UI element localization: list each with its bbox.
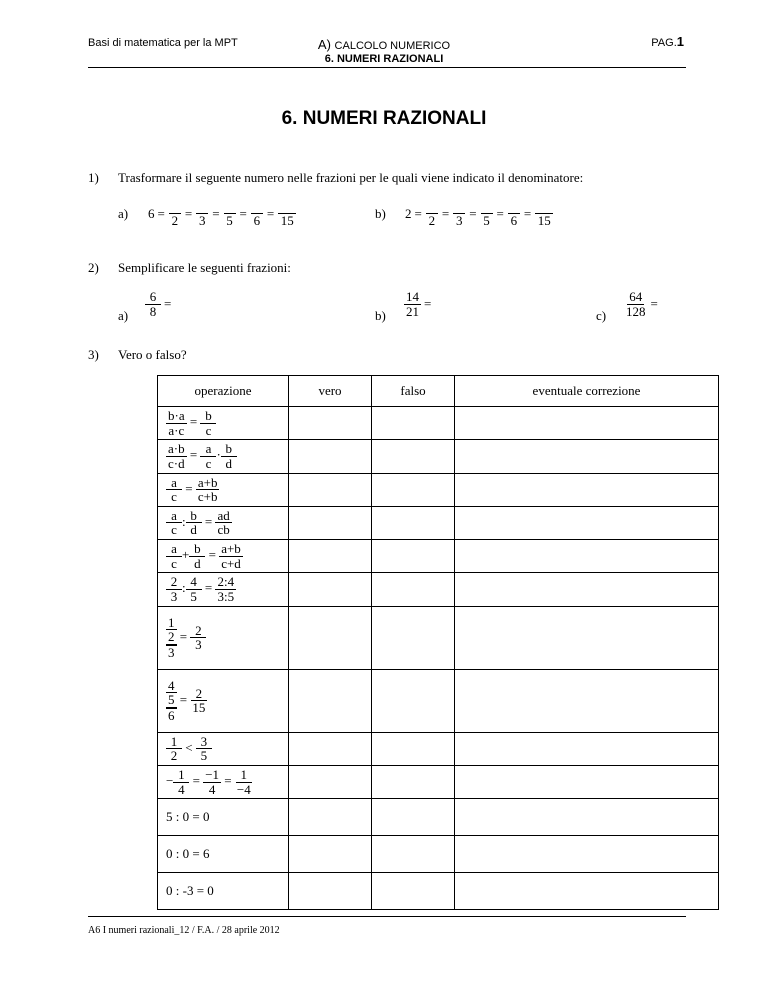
operation-cell: − $\frac{1}{4}$ = $\frac{-1}{4}$ = $\frac{1}{-4}$ — [158, 765, 289, 798]
correction-cell[interactable] — [455, 506, 719, 539]
correction-cell[interactable] — [455, 873, 719, 910]
exercise-2c-label: c) — [596, 308, 607, 323]
vero-cell[interactable] — [289, 407, 372, 440]
fraction-blank: 15 — [278, 200, 296, 228]
table-row — [158, 873, 719, 910]
table-row — [158, 606, 719, 669]
vero-cell[interactable] — [289, 440, 372, 473]
table-row — [158, 765, 719, 798]
operation-cell: 0 : 0 = 6 — [158, 836, 289, 873]
operation-cell: $\frac{b\cdot a}{a\cdot c}$ = $\frac{b}{c}$ — [158, 407, 289, 440]
header-chapter-name: CALCOLO NUMERICO — [334, 40, 451, 52]
operation-cell: 5 : 0 = 0 — [158, 799, 289, 836]
falso-cell[interactable] — [372, 407, 455, 440]
page-title: 6. NUMERI RAZIONALI — [281, 108, 487, 129]
exercise-2b-label: b) — [375, 308, 386, 323]
correction-cell[interactable] — [455, 799, 719, 836]
table-row — [158, 836, 719, 873]
vero-cell[interactable] — [289, 606, 372, 669]
exercise-1a-label: a) — [118, 206, 129, 221]
exercise-1b-value: 2 — [405, 205, 412, 221]
footer-rule — [88, 916, 686, 917]
operation-cell: $\frac{a}{c}$ : $\frac{b}{d}$ = $\frac{ad}{cb}$ — [158, 506, 289, 539]
operation-cell: 0 : -3 = 0 — [158, 873, 289, 910]
exercise-1-number: 1) — [88, 170, 99, 185]
operation-cell: $\frac{2}{3}$ : $\frac{4}{5}$ = $\frac{2:4}{3:5}$ — [158, 573, 289, 606]
operation-cell: $\frac{a\cdot b}{c\cdot d}$ = $\frac{a}{c}$ · $\frac{b}{d}$ — [158, 440, 289, 473]
header-falso: falso — [372, 376, 455, 407]
operation-cell: 4 5 6 = $\frac{2}{15}$ — [158, 669, 289, 732]
falso-cell[interactable] — [372, 506, 455, 539]
exercise-2-prompt: Semplificare le seguenti frazioni: — [118, 260, 291, 275]
table-row — [158, 669, 719, 732]
exercise-3-prompt: Vero o falso? — [118, 347, 187, 362]
falso-cell[interactable] — [372, 473, 455, 506]
vero-cell[interactable] — [289, 732, 372, 765]
page-label: PAG. — [651, 37, 677, 49]
table-row — [158, 473, 719, 506]
fraction-blank: 3 — [196, 200, 208, 228]
correction-cell[interactable] — [455, 540, 719, 573]
fraction-blank: 3 — [453, 200, 465, 228]
operation-cell: $\frac{1}{2}$ < $\frac{3}{5}$ — [158, 732, 289, 765]
footer-text: A6 I numeri razionali_12 / F.A. / 28 aprile 2012 — [88, 925, 280, 936]
exercise-1b-label: b) — [375, 206, 386, 221]
exercise-2-number: 2) — [88, 260, 99, 275]
exercise-1b-expression: 2 = 2 = 3 = 5 = 6 = 15 — [405, 200, 554, 228]
falso-cell[interactable] — [372, 540, 455, 573]
vero-cell[interactable] — [289, 799, 372, 836]
correction-cell[interactable] — [455, 732, 719, 765]
correction-cell[interactable] — [455, 440, 719, 473]
header-section: 6. NUMERI RAZIONALI — [324, 53, 444, 65]
fraction-blank: 6 — [508, 200, 520, 228]
exercise-1a-expression: 6 = 2 = 3 = 5 = 6 = 15 — [148, 200, 297, 228]
header-course-title: Basi di matematica per la MPT — [88, 37, 238, 49]
correction-cell[interactable] — [455, 606, 719, 669]
table-row — [158, 440, 719, 473]
falso-cell[interactable] — [372, 440, 455, 473]
exercise-2c-fraction: $\frac{64}{128}$ = — [626, 289, 658, 319]
header-correzione: eventuale correzione — [455, 376, 719, 407]
table-row — [158, 506, 719, 539]
falso-cell[interactable] — [372, 573, 455, 606]
table-row — [158, 799, 719, 836]
exercise-1a-value: 6 — [148, 205, 155, 221]
falso-cell[interactable] — [372, 732, 455, 765]
vero-cell[interactable] — [289, 873, 372, 910]
operation-cell: $\frac{a}{c}$ = $\frac{a+b}{c+b}$ — [158, 473, 289, 506]
operation-cell: 1 2 3 = $\frac{2}{3}$ — [158, 606, 289, 669]
operation-cell: $\frac{a}{c}$ + $\frac{b}{d}$ = $\frac{a+b}{c+d}$ — [158, 540, 289, 573]
falso-cell[interactable] — [372, 873, 455, 910]
falso-cell[interactable] — [372, 669, 455, 732]
correction-cell[interactable] — [455, 573, 719, 606]
fraction-blank: 5 — [224, 200, 236, 228]
header-vero: vero — [289, 376, 372, 407]
table-row — [158, 573, 719, 606]
table-row — [158, 407, 719, 440]
fraction-blank: 15 — [535, 200, 553, 228]
exercise-2a-fraction: $\frac{6}{8}$ = — [145, 290, 171, 318]
correction-cell[interactable] — [455, 473, 719, 506]
vero-cell[interactable] — [289, 473, 372, 506]
vero-cell[interactable] — [289, 669, 372, 732]
fraction-blank: 5 — [481, 200, 493, 228]
falso-cell[interactable] — [372, 799, 455, 836]
vero-cell[interactable] — [289, 540, 372, 573]
correction-cell[interactable] — [455, 669, 719, 732]
exercise-2a-label: a) — [118, 308, 129, 323]
fraction-blank: 6 — [251, 200, 263, 228]
table-row — [158, 732, 719, 765]
vero-cell[interactable] — [289, 836, 372, 873]
header-rule — [88, 67, 686, 68]
falso-cell[interactable] — [372, 836, 455, 873]
fraction-blank: 2 — [169, 200, 181, 228]
header-page — [650, 34, 684, 49]
true-false-table — [157, 375, 719, 910]
exercise-1-prompt: Trasformare il seguente numero nelle frazioni per le quali viene indicato il denominatore: — [118, 170, 584, 185]
exercise-3-number: 3) — [88, 347, 99, 362]
header-operazione: operazione — [158, 376, 289, 407]
page-number: 1 — [676, 34, 684, 49]
exercise-2b-fraction: $\frac{14}{21}$ = — [406, 289, 432, 319]
falso-cell[interactable] — [372, 606, 455, 669]
fraction-blank: 2 — [426, 200, 438, 228]
correction-cell[interactable] — [455, 836, 719, 873]
vero-cell[interactable] — [289, 765, 372, 798]
vero-cell[interactable] — [289, 573, 372, 606]
table-header-row — [158, 376, 719, 407]
vero-cell[interactable] — [289, 506, 372, 539]
table-row — [158, 540, 719, 573]
correction-cell[interactable] — [455, 765, 719, 798]
header-chapter-prefix: A) — [317, 37, 335, 52]
correction-cell[interactable] — [455, 407, 719, 440]
falso-cell[interactable] — [372, 765, 455, 798]
